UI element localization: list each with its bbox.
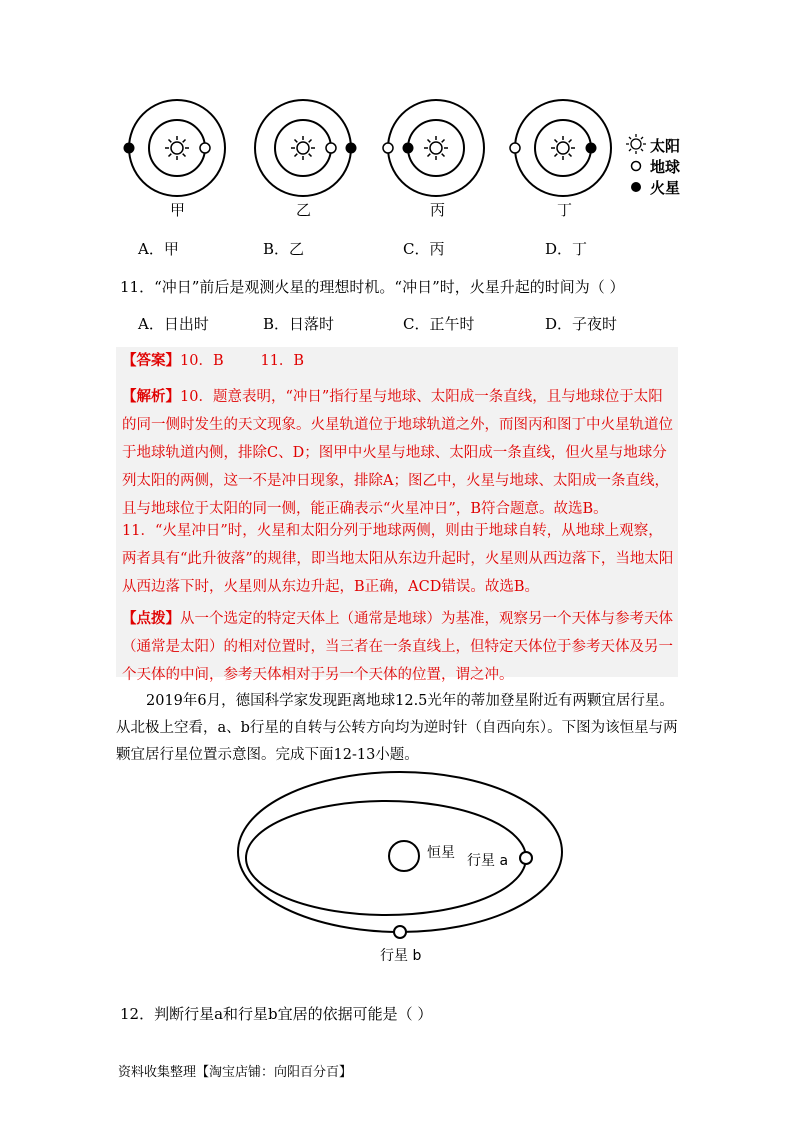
earth-icon: [383, 143, 393, 153]
q11-option-d: D．子夜时: [545, 315, 618, 333]
diagram-label-jia: 甲: [170, 201, 186, 219]
earth-icon: [200, 143, 210, 153]
sun-icon: [424, 136, 448, 160]
q10-option-b: B．乙: [263, 240, 305, 258]
mars-icon: [124, 143, 135, 154]
legend-mars-label: 火星: [650, 179, 681, 197]
planet-b-icon: [394, 926, 406, 938]
mars-icon: [403, 143, 414, 154]
q12-stem: 12．判断行星a和行星b宜居的依据可能是（ ）: [120, 1005, 433, 1023]
earth-icon: [510, 143, 520, 153]
diagram-label-bing: 丙: [430, 201, 446, 219]
q11-stem: 11．“冲日”前后是观测火星的理想时机。“冲日”时，火星升起的时间为（ ）: [120, 278, 625, 296]
tip-tag: 【点拨】: [122, 610, 180, 627]
sun-icon: [551, 136, 575, 160]
mars-icon: [586, 143, 597, 154]
planet-b-label: 行星 b: [380, 948, 422, 964]
sun-icon: [291, 136, 315, 160]
q11-option-a: A．日出时: [138, 315, 209, 333]
planet-a-label: 行星 a: [467, 853, 509, 869]
q10-option-d: D．丁: [545, 240, 588, 258]
q11-option-c: C．正午时: [403, 315, 475, 333]
legend-sun-label: 太阳: [650, 137, 681, 155]
analysis-tag: 【解析】: [122, 388, 180, 405]
passage: 2019年6月，德国科学家发现距离地球12.5光年的蒂加登星附近有两颗宜居行星。从北极上空看，a、b行星的自转与公转方向均为逆时针（自西向东）。下图为该恒星与两颗宜居行星位置示意图。完成下面12-13小题。: [116, 693, 678, 763]
answer-tag: 【答案】: [122, 352, 180, 369]
answer-line: [122, 347, 674, 375]
earth-icon: [326, 143, 336, 153]
diagram-label-yi: 乙: [296, 201, 312, 219]
legend-earth-icon: [632, 162, 641, 171]
analysis-10: [122, 383, 674, 523]
tip-text: 从一个选定的特定天体上（通常是地球）为基准，观察另一个天体与参考天体（通常是太阳）的相对位置时，当三者在一条直线上，但特定天体位于参考天体及另一个天体的中间，参考天体相对于另一个天体的位置，谓之冲。: [122, 611, 673, 683]
diagram-label-ding: 丁: [557, 201, 573, 219]
sun-icon: [165, 136, 189, 160]
legend-earth-label: 地球: [650, 158, 681, 176]
mars-icon: [346, 143, 357, 154]
star-planet-diagram: [0, 770, 800, 970]
tip: [122, 605, 674, 689]
diagram-ding: [510, 100, 611, 196]
star-icon: [389, 841, 419, 871]
diagram-bing: [383, 100, 484, 196]
q10-option-c: C．丙: [403, 240, 445, 258]
q11-option-b: B．日落时: [263, 315, 335, 333]
analysis-10-text: 10．题意表明，“冲日”指行星与地球、太阳成一条直线，且与地球位于太阳的同一侧时发生的天文现象。火星轨道位于地球轨道之外，而图丙和图丁中火星轨道位于地球轨道内侧，排除C、D；图甲中火星与地球、太阳成一条直线，但火星与地球分列太阳的两侧，这一不是冲日现象，排除A；图乙中，火星与地球、太阳成一条直线，且与地球位于太阳的同一侧，能正确表示“火星冲日”，B符合题意。故选B。: [122, 389, 673, 517]
legend-mars-icon: [631, 182, 641, 192]
analysis-11: 11．“火星冲日”时，火星和太阳分列于地球两侧，则由于地球自转，从地球上观察，两者具有“此升彼落”的规律，即当地太阳从东边升起时，火星则从西边落下，当地太阳从西边落下时，火星则从东边升起，B正确，ACD错误。故选B。: [122, 523, 674, 595]
q10-option-a: A．甲: [138, 240, 179, 258]
star-label: 恒星: [427, 845, 455, 861]
diagram-yi: [255, 100, 357, 196]
planet-a-icon: [520, 852, 532, 864]
answer-text: 10．B 11．B: [180, 353, 305, 369]
legend-sun-icon: [626, 134, 646, 154]
diagram-jia: [124, 100, 226, 196]
footer-note: 资料收集整理【淘宝店铺：向阳百分百】: [118, 1065, 353, 1080]
